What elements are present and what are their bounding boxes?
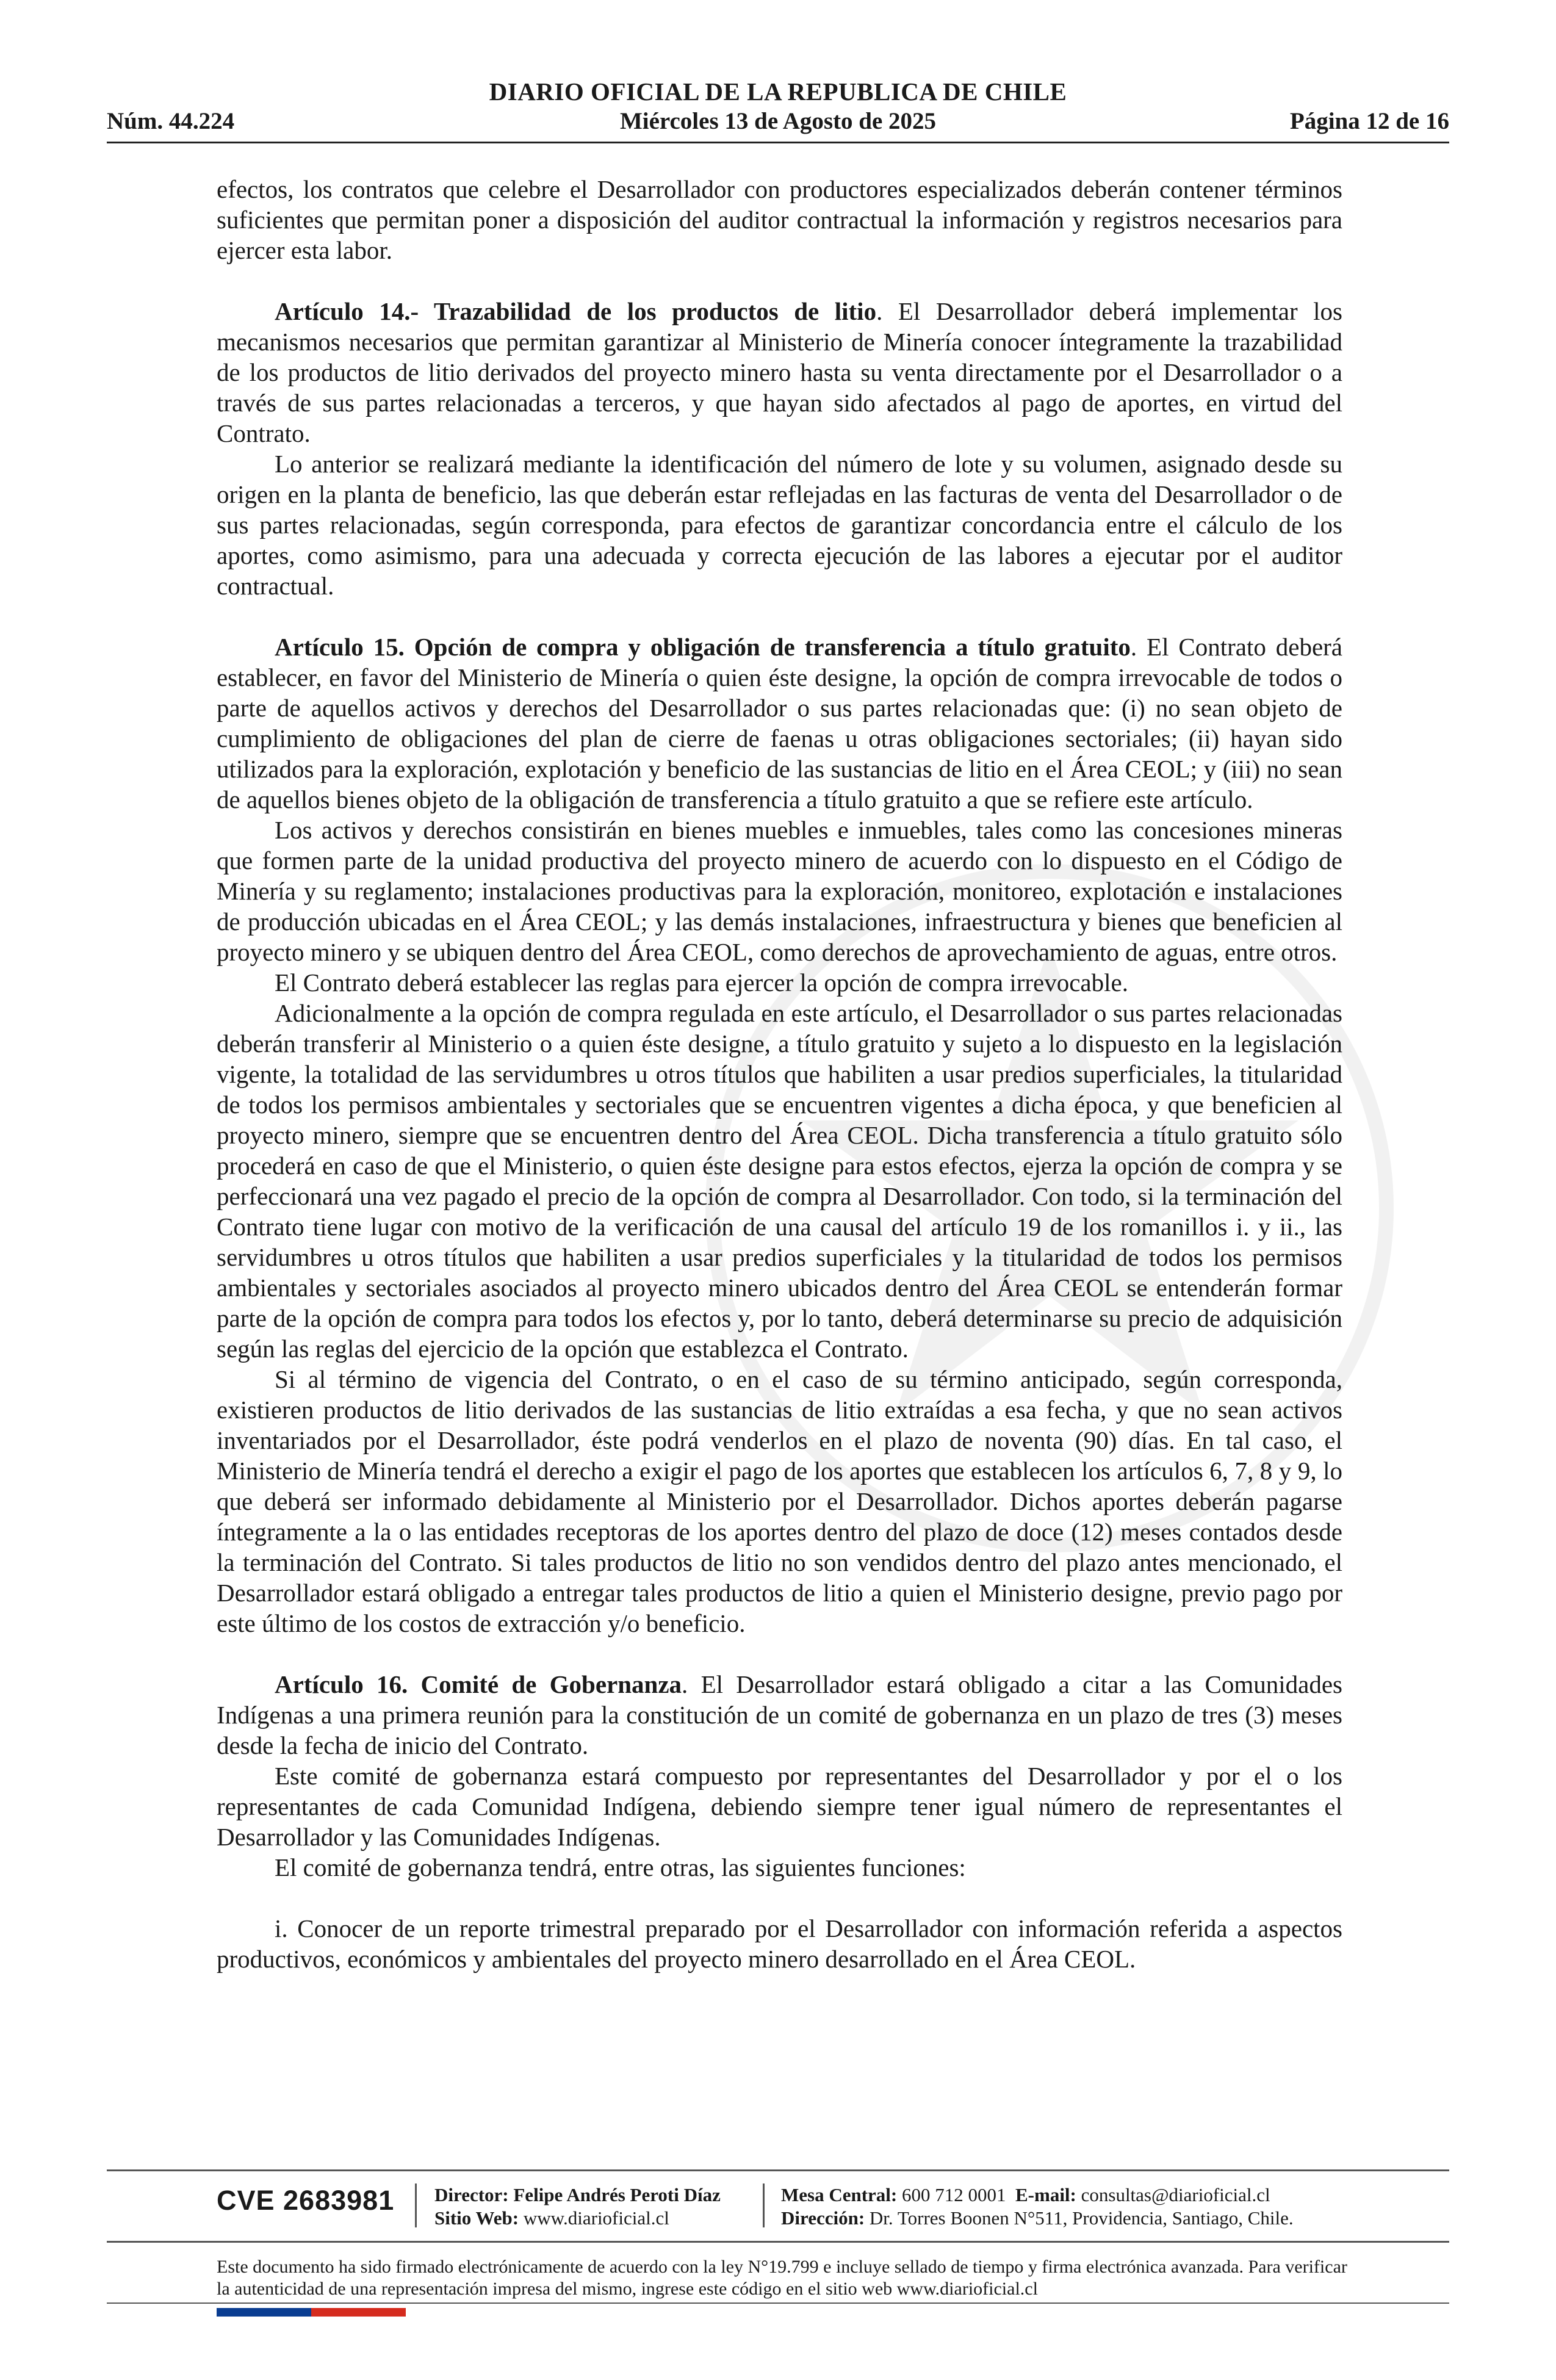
phone-number: 600 712 0001 — [902, 2184, 1006, 2205]
article-title: Artículo 14.- Trazabilidad de los productos de litio — [275, 297, 877, 325]
paragraph: Los activos y derechos consistirán en bienes muebles e inmuebles, tales como las concesiones mineras que formen parte de la unidad productiva del proyecto minero de acuerdo con lo dispuesto en el Código de Minería y su reglamento; instalaciones productivas para la exploración, monitoreo, explotación e instalaciones de producción ubicadas en el Área CEOL; y las demás instalaciones, infraestructura y bienes que beneficien al proyecto minero y se ubiquen dentro del Área CEOL, como derechos de aprovechamiento de aguas, entre otros. — [217, 816, 1342, 966]
paragraph: Adicionalmente a la opción de compra regulada en este artículo, el Desarrollador o sus partes relacionadas deberán transferir al Ministerio o a quien éste designe, a título gratuito y sujeto a lo dispuesto en la legislación vigente, la totalidad de las servidumbres u otros títulos que habiliten a usar predios superficiales, la titularidad de todos los permisos ambientales y sectoriales que se encuentren vigentes a dicha época, y que beneficien al proyecto minero, siempre que se encuentren dentro del Área CEOL. Dicha transferencia a título gratuito sólo procederá en caso de que el Ministerio, o quien éste designe para estos efectos, ejerza la opción de compra y se perfeccionará una vez pagado el precio de la opción de compra al Desarrollador. Con todo, si la terminación del Contrato tiene lugar con motivo de la verificación de una causal del artículo 19 de los romanillos i. y ii., las servidumbres u otros títulos que habiliten a usar predios superficiales y la titularidad de todos los permisos ambientales y sectoriales asociados al proyecto minero ubicados dentro del Área CEOL se entenderán formar parte de la opción de compra para todos los efectos y, por lo tanto, deberá determinarse su precio de adquisición según las reglas del ejercicio de la opción que establezca el Contrato. — [217, 999, 1342, 1363]
director-info: Director: Felipe Andrés Peroti Díaz Sitio Web: www.diarioficial.cl — [434, 2184, 721, 2229]
header-divider — [107, 142, 1449, 143]
footer-divider — [107, 2302, 1449, 2304]
article-16: Artículo 16. Comité de Gobernanza. El Desarrollador estará obligado a citar a las Comunidades Indígenas a una primera reunión para la constitución de un comité de gobernanza en un plazo de tres (3) meses desde la fecha de inicio del Contrato. — [217, 1670, 1342, 1759]
page-header — [107, 73, 1449, 146]
issue-number: Núm. 44.224 — [107, 108, 235, 134]
email-link[interactable]: consultas@diarioficial.cl — [1081, 2184, 1270, 2205]
website-link[interactable]: www.diarioficial.cl — [523, 2207, 669, 2229]
footer-separator — [415, 2183, 417, 2227]
publication-date: Miércoles 13 de Agosto de 2025 — [619, 108, 937, 134]
article-title: Artículo 15. Opción de compra y obligación de transferencia a título gratuito — [275, 633, 1131, 661]
signature-disclaimer: Este documento ha sido firmado electrónicamente de acuerdo con la ley N°19.799 e incluye sellado de tiempo y firma electrónica avanzada. Para verificar la autenticidad de una representación impresa del mismo, ingrese este código en el sitio web www.diarioficial.cl — [217, 2257, 1347, 2299]
publication-title: DIARIO OFICIAL DE LA REPUBLICA DE CHILE — [489, 78, 1067, 106]
paragraph: Lo anterior se realizará mediante la identificación del número de lote y su volumen, asignado desde su origen en la planta de beneficio, las que deberán estar reflejadas en las facturas de venta del Desarrollador o de sus partes relacionadas, según corresponda, para efectos de garantizar concordancia entre el cálculo de los aportes, como asimismo, para una adecuada y correcta ejecución de las labores a ejecutar por el auditor contractual. — [217, 450, 1342, 600]
flag-stripe-red — [311, 2308, 406, 2317]
contact-info: Mesa Central: 600 712 0001 E-mail: consultas@diarioficial.cl Dirección: Dr. Torres Boonen N°511, Providencia, Santiago, Chile. — [781, 2184, 1294, 2229]
footer-divider — [107, 2241, 1449, 2243]
article-14: Artículo 14.- Trazabilidad de los productos de litio. El Desarrollador deberá implementar los mecanismos necesarios que permitan garantizar al Ministerio de Minería conocer íntegramente la trazabilidad de los productos de litio derivados del proyecto minero hasta su venta directamente por el Desarrollador o a través de sus partes relacionadas a terceros, y que hayan sido afectados al pago de aportes, en virtud del Contrato. — [217, 297, 1342, 447]
director-name: Felipe Andrés Peroti Díaz — [513, 2184, 721, 2205]
paragraph: Este comité de gobernanza estará compuesto por representantes del Desarrollador y por el o los representantes de cada Comunidad Indígena, debiendo siempre tener igual número de representantes el Desarrollador y las Comunidades Indígenas. — [217, 1762, 1342, 1851]
paragraph: El comité de gobernanza tendrá, entre otras, las siguientes funciones: — [275, 1853, 966, 1881]
address: Dr. Torres Boonen N°511, Providencia, Santiago, Chile. — [869, 2207, 1294, 2229]
cve-code: CVE 2683981 — [217, 2185, 395, 2216]
footer-separator — [763, 2183, 765, 2227]
document-body — [217, 174, 1342, 1974]
flag-stripe-blue — [217, 2308, 311, 2317]
paragraph: El Contrato deberá establecer las reglas para ejercer la opción de compra irrevocable. — [275, 968, 1128, 997]
page-number: Página 12 de 16 — [1289, 108, 1449, 134]
article-title: Artículo 16. Comité de Gobernanza — [275, 1670, 682, 1698]
list-item: i. Conocer de un reporte trimestral preparado por el Desarrollador con información referida a aspectos productivos, económicos y ambientales del proyecto minero desarrollado en el Área CEOL. — [217, 1914, 1342, 1973]
paragraph: Si al término de vigencia del Contrato, o en el caso de su término anticipado, según corresponda, existieren productos de litio derivados de las sustancias de litio extraídas a esa fecha, y que no sean activos inventariados por el Desarrollador, éste podrá venderlos en el plazo de noventa (90) días. En tal caso, el Ministerio de Minería tendrá el derecho a exigir el pago de los aportes que establecen los artículos 6, 7, 8 y 9, lo que deberá ser informado debidamente al Ministerio por el Desarrollador. Dichos aportes deberán pagarse íntegramente a la o las entidades receptoras de los aportes dentro del plazo de doce (12) meses contados desde la terminación del Contrato. Si tales productos de litio no son vendidos dentro del plazo antes mencionado, el Desarrollador estará obligado a entregar tales productos de litio a quien el Ministerio designe, previo pago por este último de los costos de extracción y/o beneficio. — [217, 1365, 1342, 1637]
footer-divider — [107, 2169, 1449, 2171]
paragraph: efectos, los contratos que celebre el Desarrollador con productores especializados deberán contener términos suficientes que permitan poner a disposición del auditor contractual la información y registros necesarios para ejercer esta labor. — [217, 175, 1342, 264]
article-15: Artículo 15. Opción de compra y obligación de transferencia a título gratuito. El Contrato deberá establecer, en favor del Ministerio de Minería o quien éste designe, la opción de compra irrevocable de todos o parte de aquellos activos y derechos del Desarrollador o sus partes relacionadas que: (i) no sean objeto de cumplimiento de obligaciones del plan de cierre de faenas u otras obligaciones sectoriales; (ii) hayan sido utilizados para la exploración, explotación y beneficio de las sustancias de litio en el Área CEOL; y (iii) no sean de aquellos bienes objeto de la obligación de transferencia a título gratuito a que se refiere este artículo. — [217, 633, 1342, 813]
